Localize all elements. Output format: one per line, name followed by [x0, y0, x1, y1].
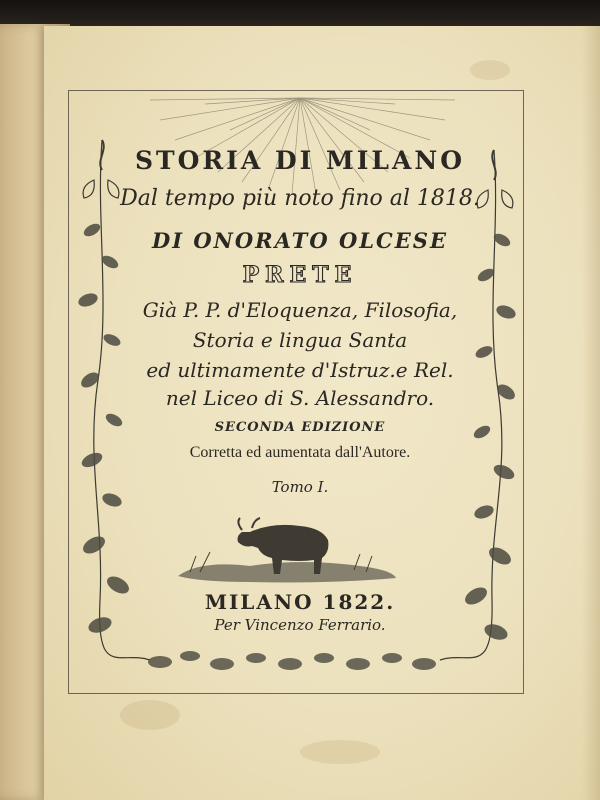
- author-role: PRETE: [242, 262, 358, 288]
- credential-line: Già P. P. d'Eloquenza, Filosofia,: [142, 298, 458, 322]
- imprint-printer: Per Vincenzo Ferrario.: [214, 616, 386, 634]
- credential-line: nel Liceo di S. Alessandro.: [165, 386, 435, 410]
- author-name: DI ONORATO OLCESE: [152, 228, 448, 253]
- credential-line: Storia e lingua Santa: [192, 328, 408, 352]
- imprint-place-year: MILANO 1822.: [204, 590, 396, 614]
- bottom-garland: [148, 651, 436, 670]
- revision-note: Corretta ed aumentata dall'Autore.: [189, 444, 411, 461]
- edition-label: SECONDA EDIZIONE: [214, 420, 386, 435]
- ox-vignette: [178, 518, 396, 583]
- book-subtitle: Dal tempo più noto fino al 1818.: [120, 186, 480, 211]
- volume-label: Tomo I.: [271, 478, 329, 496]
- credential-line: ed ultimamente d'Istruz.e Rel.: [146, 358, 454, 382]
- book-title: STORIA DI MILANO: [134, 146, 466, 175]
